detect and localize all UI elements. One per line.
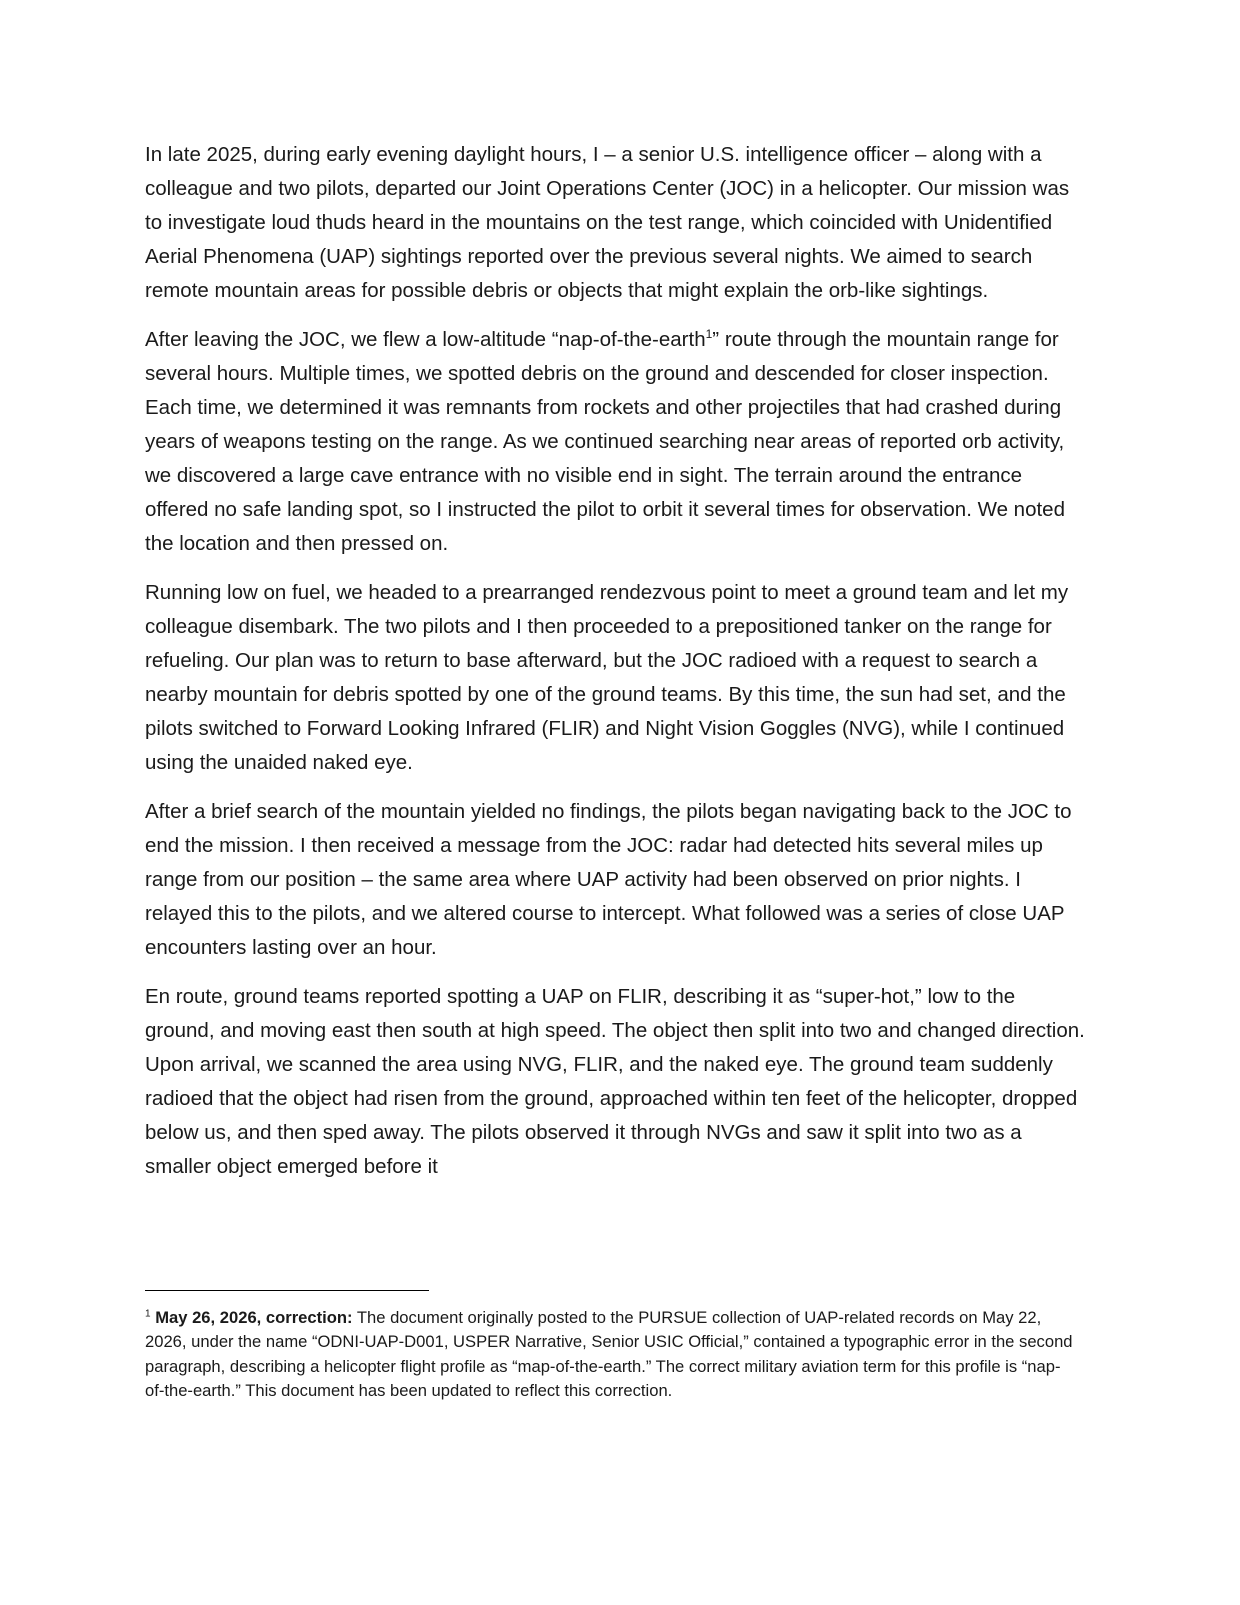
paragraph-1: In late 2025, during early evening daylight hours, I – a senior U.S. intelligence officer – along with a colleague and two pilots, departed our Joint Operations Center (JOC) in a helicopter. Our mission was to investigate loud thuds heard in the mountains on the test range, which coincided with Unidentified Aerial Phenomena (UAP) sightings reported over the previous several nights. We aimed to search remote mountain areas for possible debris or objects that might explain the orb-like sightings.	[145, 143, 1070, 302]
paragraph-2	[145, 323, 1085, 561]
footnote-text: The document originally posted to the PURSUE collection of UAP-related records on May 22, 2026, under the name “ODNI-UAP-D001, USPER Narrative, Senior USIC Official,” contained a typographic error in the second paragraph, describing a helicopter flight profile as “map-of-the-earth.” The correct military aviation term for this profile is “nap-of-the-earth.” This document has been updated to reflect this correction.	[145, 1308, 1073, 1401]
paragraph-2-text-after: ” route through the mountain range for several hours. Multiple times, we spotted debris on the ground and descended for closer inspection. Each time, we determined it was remnants from rockets and other projectiles that had crashed during years of weapons testing on the range. As we continued searching near areas of reported orb activity, we discovered a large cave entrance with no visible end in sight. The terrain around the entrance offered no safe landing spot, so I instructed the pilot to orbit it several times for observation. We noted the location and then pressed on.	[145, 328, 1065, 555]
paragraph-4: After a brief search of the mountain yielded no findings, the pilots began navigating back to the JOC to end the mission. I then received a message from the JOC: radar had detected hits several miles up range from our position – the same area where UAP activity had been observed on prior nights. I relayed this to the pilots, and we altered course to intercept. What followed was a series of close UAP encounters lasting over an hour.	[145, 800, 1072, 959]
footnote	[145, 1306, 1075, 1404]
document-body	[145, 138, 1085, 1199]
paragraph-2-text-before: After leaving the JOC, we flew a low-altitude “nap-of-the-earth	[145, 328, 706, 351]
footnote-bold-lead: May 26, 2026, correction:	[155, 1308, 353, 1327]
footnote-reference[interactable]: 1	[705, 327, 713, 342]
footnote-marker: 1	[145, 1308, 151, 1320]
footnote-separator	[145, 1290, 429, 1291]
paragraph-5: En route, ground teams reported spotting a UAP on FLIR, describing it as “super-hot,” low to the ground, and moving east then south at high speed. The object then split into two and changed direction. Upon arrival, we scanned the area using NVG, FLIR, and the naked eye. The ground team suddenly radioed that the object had risen from the ground, approached within ten feet of the helicopter, dropped below us, and then sped away. The pilots observed it through NVGs and saw it split into two as a smaller object emerged before it	[145, 985, 1085, 1178]
paragraph-3: Running low on fuel, we headed to a prearranged rendezvous point to meet a ground team and let my colleague disembark. The two pilots and I then proceeded to a prepositioned tanker on the range for refueling. Our plan was to return to base afterward, but the JOC radioed with a request to search a nearby mountain for debris spotted by one of the ground teams. By this time, the sun had set, and the pilots switched to Forward Looking Infrared (FLIR) and Night Vision Goggles (NVG), while I continued using the unaided naked eye.	[145, 581, 1069, 774]
